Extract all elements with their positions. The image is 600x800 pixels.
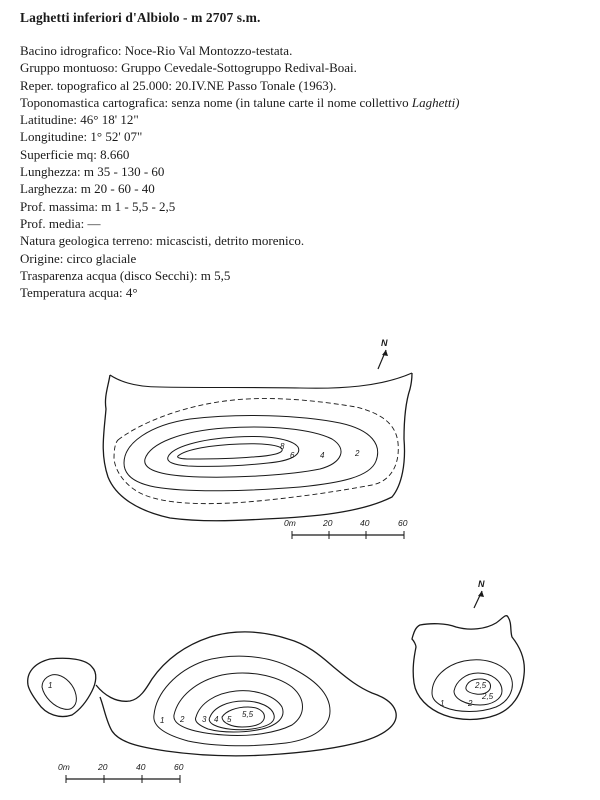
contour-label: 2,5 <box>482 692 494 701</box>
contour-label: 3 <box>202 715 207 724</box>
field-bacino <box>20 42 460 59</box>
field-prof-media <box>20 215 460 232</box>
contour-left-pond <box>42 675 76 710</box>
shoreline-upper-rim <box>110 373 412 388</box>
scale-label: 0m <box>284 518 296 528</box>
contour-label: 4 <box>214 715 219 724</box>
field-lunghezza <box>20 163 460 180</box>
field-label: Temperatura acqua: <box>20 285 123 301</box>
field-label: Reper. topografico al 25.000: <box>20 77 172 93</box>
north-arrow-icon <box>474 591 484 608</box>
contour-2-middle <box>174 673 303 735</box>
field-label: Longitudine: <box>20 129 88 145</box>
shoreline-left-pond <box>28 658 96 716</box>
field-value: 4° <box>125 285 138 301</box>
field-value: 1° 52' 07" <box>90 129 143 145</box>
field-value: 8.660 <box>100 146 130 162</box>
bathymetric-map-lower <box>0 575 600 800</box>
field-longitudine <box>20 128 460 145</box>
contour-label: 1 <box>440 699 445 708</box>
field-value: Noce-Rio Val Montozzo-testata. <box>124 43 293 58</box>
field-value: micascisti, detrito morenico. <box>156 233 305 249</box>
field-larghezza <box>20 180 460 197</box>
field-value: Gruppo Cevedale-Sottogruppo Redival-Boai. <box>121 60 357 76</box>
shoreline-middle-lake <box>96 632 396 756</box>
bathymetric-map-upper-drawing <box>0 335 600 550</box>
lake-data-list <box>20 42 460 301</box>
field-value: senza nome (in talune carte il nome collettivo <box>171 94 409 110</box>
field-value: 46° 18' 12" <box>80 112 139 128</box>
contour-4 <box>145 427 341 477</box>
field-temperatura <box>20 284 460 301</box>
field-label: Trasparenza acqua (disco Secchi): <box>20 267 198 283</box>
field-latitudine <box>20 111 460 128</box>
contour-label: 2 <box>468 699 473 708</box>
scale-label: 40 <box>136 762 146 772</box>
scale-label: 60 <box>174 762 184 772</box>
contour-label: 4 <box>320 451 325 460</box>
field-label: Gruppo montuoso: <box>20 60 118 76</box>
field-origine <box>20 250 460 267</box>
field-value-italic: Laghetti) <box>411 94 460 110</box>
field-gruppo <box>20 59 460 76</box>
north-arrow-icon <box>378 350 388 369</box>
field-value: circo glaciale <box>66 250 137 266</box>
field-trasparenza <box>20 267 460 284</box>
field-value: 20.IV.NE Passo Tonale (1963). <box>175 77 337 93</box>
field-label: Toponomastica cartografica: <box>20 94 169 110</box>
field-value: — <box>87 215 101 231</box>
field-natura-geologica <box>20 232 460 249</box>
scale-label: 20 <box>98 762 108 772</box>
scale-bar-upper <box>292 531 404 539</box>
field-label: Larghezza: <box>20 181 78 197</box>
contour-label: 5 <box>227 715 232 724</box>
scale-label: 20 <box>323 518 333 528</box>
field-value: m 20 - 60 - 40 <box>80 181 155 197</box>
field-value: m 35 - 130 - 60 <box>83 164 165 180</box>
contour-label: 1 <box>48 681 53 690</box>
field-label: Prof. media: <box>20 215 85 231</box>
field-reper <box>20 77 460 94</box>
bathymetric-map-upper <box>0 335 600 550</box>
contour-label: 6 <box>290 451 295 460</box>
field-prof-massima <box>20 198 460 215</box>
contour-label: 2 <box>355 449 360 458</box>
field-value: m 1 - 5,5 - 2,5 <box>101 198 176 214</box>
field-label: Prof. massima: <box>20 198 98 214</box>
north-label: N <box>478 579 485 589</box>
field-label: Lunghezza: <box>20 164 81 180</box>
contour-label: 1 <box>160 716 165 725</box>
north-label: N <box>381 338 388 348</box>
contour-label: 2 <box>180 715 185 724</box>
scale-bar-lower <box>66 775 180 783</box>
contour-label: 8 <box>280 442 285 451</box>
scale-label: 60 <box>398 518 408 528</box>
field-label: Bacino idrografico: <box>20 43 122 58</box>
contour-label: 2,5 <box>475 681 487 690</box>
field-value: m 5,5 <box>200 267 231 283</box>
contour-label: 5,5 <box>242 710 254 719</box>
field-superficie <box>20 146 460 163</box>
field-label: Origine: <box>20 250 64 266</box>
contour-3-middle <box>196 691 284 732</box>
field-label: Superficie mq: <box>20 146 97 162</box>
scale-label: 0m <box>58 762 70 772</box>
bathymetric-map-lower-drawing <box>0 575 600 800</box>
field-label: Natura geologica terreno: <box>20 233 153 249</box>
field-toponomastica <box>20 94 460 111</box>
contour-8 <box>178 444 283 459</box>
field-label: Latitudine: <box>20 112 78 128</box>
scale-label: 40 <box>360 518 370 528</box>
shoreline-upper <box>103 373 412 521</box>
page-title: Laghetti inferiori d'Albiolo - m 2707 s.m. <box>20 10 261 25</box>
